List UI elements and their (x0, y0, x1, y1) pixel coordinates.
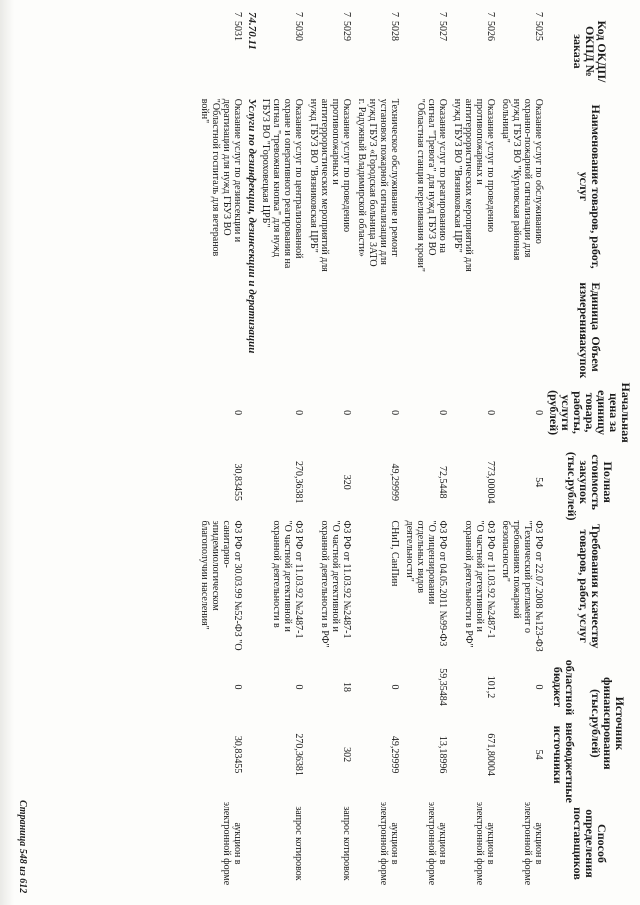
row-method: запрос котировок (341, 806, 352, 881)
row-okdp: 7 (437, 12, 448, 17)
row-okdp: 7 (293, 12, 304, 17)
row-code (402, 8, 450, 95)
section-row (245, 8, 258, 896)
row-extra-budget: 49,29999 (389, 735, 400, 774)
row-order-number: 5030 (293, 21, 304, 41)
row-volume (354, 331, 402, 377)
row-total: 54 (533, 477, 544, 488)
row-total: 270,36381 (293, 460, 304, 504)
row-requirements: ФЗ РФ от 11.03.92 №2487-1 "О частной детективной и охранной деятельности в (271, 520, 304, 639)
row-name: Оказание услуг по реагированию на сигнал "Тревога" для нужд ГБУЗ ВО "Областная станция переливания крови" (415, 98, 448, 272)
row-requirements: ФЗ РФ от 04.05.2011 №99-ФЗ "О лицензировании отдельных видов деятельности" (404, 520, 448, 647)
row-okdp: 7 (389, 12, 400, 17)
row-regional-budget: 59,35484 (437, 668, 448, 706)
table-row (498, 8, 546, 896)
row-total: 773,00004 (485, 460, 496, 504)
row-code (354, 8, 402, 95)
row-name: Оказание услуг по централизованной охране и оперативного реагирования на сигнал "тревожная кнопка" для нужд ГБУЗ ВО "Гороховецкая ЦРБ" (260, 98, 304, 269)
row-total: 320 (341, 474, 352, 490)
header-total: Полная стоимость закупок (тыс.рублей) (565, 451, 615, 521)
row-order-number: 5031 (232, 21, 243, 41)
row-unit (402, 278, 450, 330)
header-funding-regional: областной бюджет (551, 659, 578, 716)
row-volume (258, 331, 306, 377)
row-order-number: 5026 (485, 21, 496, 41)
row-order-number: 5028 (389, 21, 400, 41)
row-okdp: 7 (232, 12, 243, 17)
row-code (306, 8, 354, 95)
header-name: Наименование товаров, работ, услуг (577, 104, 603, 269)
row-extra-budget: 30,83455 (232, 735, 243, 774)
row-method: аукцион в электронной форме (426, 801, 448, 886)
row-method: аукцион в электронной форме (221, 801, 243, 886)
header-code: Код ОКДП/ ОКПД № заказа (571, 20, 609, 83)
row-regional-budget: 0 (232, 684, 243, 690)
row-code (197, 8, 245, 95)
row-regional-budget: 0 (533, 684, 544, 690)
row-order-number: 5029 (341, 21, 352, 41)
table-row (354, 8, 402, 896)
row-unit-price: 0 (341, 410, 352, 416)
row-volume (306, 331, 354, 377)
row-unit-price: 0 (485, 410, 496, 416)
row-method: аукцион в электронной форме (474, 801, 496, 886)
row-unit-price: 0 (437, 410, 448, 416)
header-funding: Источник финансирования (тыс.рублей) (589, 677, 628, 770)
row-volume (450, 331, 498, 377)
row-unit (258, 278, 306, 330)
row-extra-budget: 54 (533, 749, 544, 760)
row-okdp: 7 (485, 12, 496, 17)
row-regional-budget: 101,2 (485, 675, 496, 699)
row-requirements: ФЗ РФ от 11.03.92 №2487-1 "О частной детективной и охранной деятельности в РФ" (463, 520, 496, 648)
row-method: запрос котировок (293, 806, 304, 881)
header-requirements: Требования к качеству товаров, работ, услуг (577, 523, 603, 649)
row-unit (450, 278, 498, 330)
row-requirements: ФЗ РФ от 11.03.92 №2487-1 "О частной детективной и охранной деятельности в РФ" (319, 520, 352, 648)
row-name: Оказание услуг по обслуживанию охранно-пожарной сигнализации для нужд ГБУЗ ВО "Курловская районная больница" (500, 98, 544, 261)
row-requirements: ФЗ РФ от 22.07.2008 №123-ФЗ "Технический регламент о требованиях пожарной безопасности" (500, 520, 544, 652)
header-volume: Объем закупок (577, 334, 603, 379)
row-unit (498, 278, 546, 330)
row-regional-budget: 0 (293, 684, 304, 690)
header-funding-extra: внебюджетные источники (551, 722, 578, 803)
row-volume (498, 331, 546, 377)
section-code: 74.70.11 (246, 12, 258, 50)
row-okdp: 7 (341, 12, 352, 17)
row-extra-budget: 270,36381 (293, 733, 304, 776)
row-volume (197, 331, 245, 377)
row-extra-budget: 302 (341, 747, 352, 763)
page-number: Страница 548 из 612 (17, 800, 28, 894)
header-row (582, 8, 634, 896)
row-method: аукцион в электронной форме (378, 801, 400, 886)
row-requirements: СНиП, СанПин (389, 520, 400, 587)
row-name: Оказание услуг по дезинсекции и дератизации для нужд ГБУЗ ВО "Областной госпиталь для ветеранов войн" (199, 98, 243, 257)
header-unit-price: Начальная цена за единицу товара, работы, услуги (рублей) (547, 382, 633, 443)
row-code (258, 8, 306, 95)
procurement-table (197, 8, 634, 896)
row-okdp: 7 (533, 12, 544, 17)
row-unit (354, 278, 402, 330)
row-name: Оказание услуг по проведению противопожарных и антитеррористических мероприятий для нужд ГБУЗ ВО "Вязниковская ЦРБ" (452, 98, 496, 272)
table-row (258, 8, 306, 896)
row-total: 72,5448 (437, 465, 448, 499)
row-code (450, 8, 498, 95)
table-row (306, 8, 354, 896)
table-row (402, 8, 450, 896)
row-requirements: ФЗ РФ от 30.03.99 №52-ФЗ "О санитарно-эпидемиологическом благополучии населения" (199, 520, 243, 651)
row-unit (306, 278, 354, 330)
row-regional-budget: 0 (389, 684, 400, 690)
row-regional-budget: 18 (341, 682, 352, 693)
row-extra-budget: 671,80004 (485, 733, 496, 776)
header-unit: Единица измерения (577, 282, 603, 340)
row-volume (402, 331, 450, 377)
row-unit (197, 278, 245, 330)
table-row (450, 8, 498, 896)
row-name: Техническое обслуживание и ремонт установок пожарной сигнализации для нужд ГБУЗ «Городская больница ЗАТО г. Радужный Владимирской области» (356, 98, 400, 267)
table-row (197, 8, 245, 896)
row-name: Оказание услуг по проведению противопожарных и антитеррористических мероприятий для нужд ГБУЗ ВО "Вязниковская ЦРБ" (308, 98, 352, 272)
row-total: 49,29999 (389, 463, 400, 501)
row-method: аукцион в электронной форме (522, 801, 544, 886)
row-unit-price: 0 (293, 410, 304, 416)
row-unit-price: 0 (232, 410, 243, 416)
section-title: Услуги по дезинфекции, дезинсекции и дератизации (246, 98, 258, 354)
row-unit-price: 0 (533, 410, 544, 416)
row-order-number: 5025 (533, 21, 544, 41)
row-extra-budget: 13,18996 (437, 735, 448, 774)
row-order-number: 5027 (437, 21, 448, 41)
row-code (498, 8, 546, 95)
row-unit-price: 0 (389, 410, 400, 416)
row-total: 30,83455 (232, 463, 243, 501)
header-method: Способ определения поставщиков (571, 807, 609, 880)
